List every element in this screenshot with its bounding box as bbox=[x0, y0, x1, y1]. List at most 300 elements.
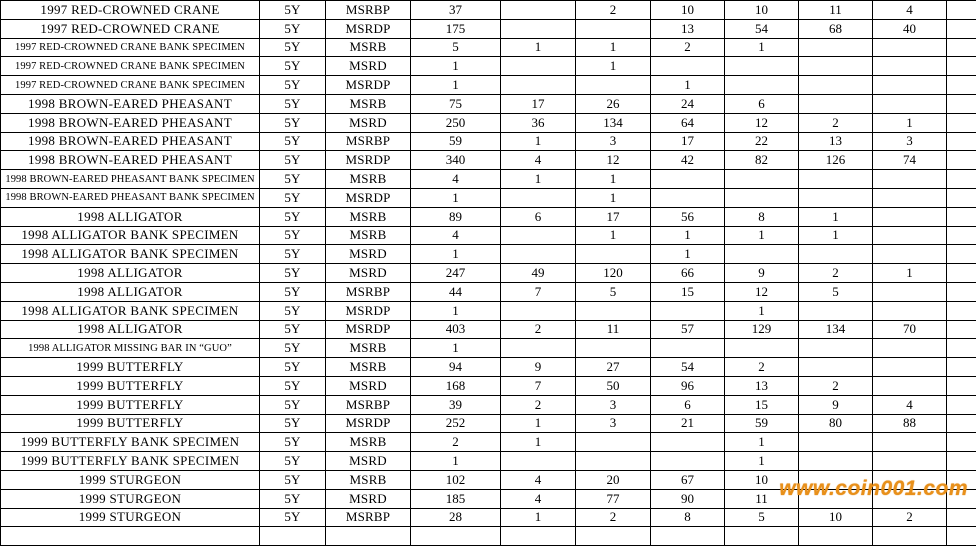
cell-col8 bbox=[799, 188, 873, 207]
cell-issue: 1999 BUTTERFLY BANK SPECIMEN bbox=[1, 452, 260, 471]
cell-col4: 7 bbox=[501, 282, 576, 301]
cell-col9: 2 bbox=[873, 508, 947, 527]
table-row bbox=[1, 170, 976, 189]
cell-issue: 1998 ALLIGATOR bbox=[1, 207, 260, 226]
cell-col5 bbox=[576, 245, 651, 264]
cell-col5: 26 bbox=[576, 94, 651, 113]
cell-term: 5Y bbox=[260, 94, 326, 113]
cell-col9: 70 bbox=[873, 320, 947, 339]
cell-col5: 1 bbox=[576, 170, 651, 189]
cell-col5 bbox=[576, 339, 651, 358]
cell-col9 bbox=[873, 470, 947, 489]
cell-col7: 1 bbox=[725, 38, 799, 57]
table-row bbox=[1, 433, 976, 452]
cell-col5: 50 bbox=[576, 376, 651, 395]
cell-col8: 2 bbox=[799, 113, 873, 132]
cell-col6: 13 bbox=[651, 19, 725, 38]
table-row bbox=[1, 527, 976, 546]
cell-col6: 56 bbox=[651, 207, 725, 226]
cell-total: 185 bbox=[411, 489, 501, 508]
cell-col9: 40 bbox=[873, 19, 947, 38]
cell-col10 bbox=[947, 339, 976, 358]
cell-issue: 1999 BUTTERFLY bbox=[1, 358, 260, 377]
cell-col6 bbox=[651, 339, 725, 358]
cell-issue: 1998 ALLIGATOR BANK SPECIMEN bbox=[1, 245, 260, 264]
cell-col9 bbox=[873, 358, 947, 377]
cell-col9 bbox=[873, 452, 947, 471]
cell-col9 bbox=[873, 339, 947, 358]
cell-col6: 1 bbox=[651, 76, 725, 95]
cell-col10 bbox=[947, 282, 976, 301]
cell-col5 bbox=[576, 452, 651, 471]
cell-term: 5Y bbox=[260, 452, 326, 471]
cell-grade-code: MSRBP bbox=[326, 508, 411, 527]
cell-col8 bbox=[799, 358, 873, 377]
cell-col7: 12 bbox=[725, 113, 799, 132]
cell-col6: 64 bbox=[651, 113, 725, 132]
cell-col4: 7 bbox=[501, 376, 576, 395]
cell-col6: 67 bbox=[651, 470, 725, 489]
cell-col5: 5 bbox=[576, 282, 651, 301]
cell-col10 bbox=[947, 113, 976, 132]
cell-col8 bbox=[799, 57, 873, 76]
cell-grade-code: MSRD bbox=[326, 376, 411, 395]
cell-term: 5Y bbox=[260, 207, 326, 226]
cell-col9 bbox=[873, 226, 947, 245]
cell-issue: 1998 BROWN-EARED PHEASANT bbox=[1, 132, 260, 151]
cell-col9 bbox=[873, 433, 947, 452]
cell-col8 bbox=[799, 245, 873, 264]
cell-col8: 68 bbox=[799, 19, 873, 38]
cell-col4 bbox=[501, 57, 576, 76]
cell-issue: 1999 BUTTERFLY BANK SPECIMEN bbox=[1, 433, 260, 452]
cell-col10 bbox=[947, 94, 976, 113]
cell-col4: 1 bbox=[501, 170, 576, 189]
cell-col7 bbox=[725, 170, 799, 189]
cell-col7: 22 bbox=[725, 132, 799, 151]
cell-total: 250 bbox=[411, 113, 501, 132]
cell-total: 4 bbox=[411, 170, 501, 189]
cell-col10 bbox=[947, 376, 976, 395]
cell-col6: 21 bbox=[651, 414, 725, 433]
cell-col10 bbox=[947, 132, 976, 151]
cell-col10 bbox=[947, 76, 976, 95]
cell-term: 5Y bbox=[260, 376, 326, 395]
cell-col5: 77 bbox=[576, 489, 651, 508]
cell-col5 bbox=[576, 76, 651, 95]
cell-col7: 129 bbox=[725, 320, 799, 339]
cell-col7: 9 bbox=[725, 264, 799, 283]
cell-col9 bbox=[873, 489, 947, 508]
cell-col4: 1 bbox=[501, 38, 576, 57]
cell-term: 5Y bbox=[260, 57, 326, 76]
cell-grade-code: MSRD bbox=[326, 245, 411, 264]
cell-col5: 134 bbox=[576, 113, 651, 132]
cell-col7: 1 bbox=[725, 433, 799, 452]
cell-col4 bbox=[501, 76, 576, 95]
cell-col8: 126 bbox=[799, 151, 873, 170]
cell-grade-code: MSRBP bbox=[326, 1, 411, 20]
cell-col4 bbox=[501, 19, 576, 38]
cell-col5: 11 bbox=[576, 320, 651, 339]
cell-col4: 1 bbox=[501, 414, 576, 433]
cell-col4 bbox=[501, 339, 576, 358]
cell-term: 5Y bbox=[260, 245, 326, 264]
cell-col7: 10 bbox=[725, 470, 799, 489]
cell-col4: 4 bbox=[501, 470, 576, 489]
cell-issue: 1999 STURGEON bbox=[1, 489, 260, 508]
cell-col8: 5 bbox=[799, 282, 873, 301]
cell-col10 bbox=[947, 245, 976, 264]
cell-col9: 4 bbox=[873, 395, 947, 414]
cell-col9 bbox=[873, 188, 947, 207]
cell-grade-code: MSRB bbox=[326, 226, 411, 245]
cell-grade-code bbox=[326, 527, 411, 546]
table-row bbox=[1, 151, 976, 170]
cell-col8: 134 bbox=[799, 320, 873, 339]
cell-col8 bbox=[799, 38, 873, 57]
cell-total: 175 bbox=[411, 19, 501, 38]
cell-term: 5Y bbox=[260, 301, 326, 320]
cell-grade-code: MSRD bbox=[326, 57, 411, 76]
cell-term: 5Y bbox=[260, 19, 326, 38]
cell-col5: 120 bbox=[576, 264, 651, 283]
cell-term: 5Y bbox=[260, 470, 326, 489]
cell-col6 bbox=[651, 188, 725, 207]
cell-col8: 2 bbox=[799, 264, 873, 283]
table-row bbox=[1, 113, 976, 132]
cell-col8: 9 bbox=[799, 395, 873, 414]
cell-term: 5Y bbox=[260, 38, 326, 57]
cell-grade-code: MSRBP bbox=[326, 282, 411, 301]
cell-issue: 1998 BROWN-EARED PHEASANT bbox=[1, 113, 260, 132]
cell-col4: 2 bbox=[501, 320, 576, 339]
cell-col9 bbox=[873, 94, 947, 113]
cell-issue: 1999 BUTTERFLY bbox=[1, 395, 260, 414]
cell-issue: 1998 ALLIGATOR bbox=[1, 320, 260, 339]
cell-col7: 54 bbox=[725, 19, 799, 38]
cell-issue: 1998 ALLIGATOR bbox=[1, 282, 260, 301]
cell-col7: 15 bbox=[725, 395, 799, 414]
cell-total: 5 bbox=[411, 38, 501, 57]
cell-total: 2 bbox=[411, 433, 501, 452]
cell-total: 59 bbox=[411, 132, 501, 151]
table-row bbox=[1, 489, 976, 508]
cell-col6: 2 bbox=[651, 38, 725, 57]
cell-col5 bbox=[576, 433, 651, 452]
cell-issue: 1998 ALLIGATOR BANK SPECIMEN bbox=[1, 226, 260, 245]
cell-total: 4 bbox=[411, 226, 501, 245]
cell-issue: 1998 BROWN-EARED PHEASANT BANK SPECIMEN bbox=[1, 188, 260, 207]
cell-col6: 15 bbox=[651, 282, 725, 301]
cell-col9: 88 bbox=[873, 414, 947, 433]
cell-col9 bbox=[873, 301, 947, 320]
cell-col6: 57 bbox=[651, 320, 725, 339]
table-row bbox=[1, 358, 976, 377]
cell-total: 1 bbox=[411, 57, 501, 76]
cell-col9: 1 bbox=[873, 264, 947, 283]
table-row bbox=[1, 207, 976, 226]
cell-col7: 5 bbox=[725, 508, 799, 527]
cell-col7: 1 bbox=[725, 226, 799, 245]
cell-term: 5Y bbox=[260, 264, 326, 283]
cell-grade-code: MSRD bbox=[326, 452, 411, 471]
cell-col10 bbox=[947, 207, 976, 226]
cell-col4 bbox=[501, 188, 576, 207]
cell-col10 bbox=[947, 395, 976, 414]
cell-col5: 12 bbox=[576, 151, 651, 170]
cell-col10 bbox=[947, 527, 976, 546]
cell-col10 bbox=[947, 452, 976, 471]
cell-col6: 96 bbox=[651, 376, 725, 395]
cell-col7: 6 bbox=[725, 94, 799, 113]
cell-col5: 17 bbox=[576, 207, 651, 226]
cell-col5 bbox=[576, 19, 651, 38]
cell-total: 1 bbox=[411, 245, 501, 264]
cell-issue: 1998 BROWN-EARED PHEASANT bbox=[1, 94, 260, 113]
cell-total: 28 bbox=[411, 508, 501, 527]
table-row bbox=[1, 282, 976, 301]
cell-col6 bbox=[651, 301, 725, 320]
cell-col10 bbox=[947, 470, 976, 489]
cell-col9: 74 bbox=[873, 151, 947, 170]
cell-col6 bbox=[651, 452, 725, 471]
cell-col4: 1 bbox=[501, 433, 576, 452]
cell-col7: 8 bbox=[725, 207, 799, 226]
cell-col7: 11 bbox=[725, 489, 799, 508]
cell-col10 bbox=[947, 151, 976, 170]
table-row bbox=[1, 19, 976, 38]
cell-col10 bbox=[947, 19, 976, 38]
cell-col6: 8 bbox=[651, 508, 725, 527]
cell-total: 75 bbox=[411, 94, 501, 113]
cell-issue: 1999 STURGEON bbox=[1, 470, 260, 489]
cell-col6: 66 bbox=[651, 264, 725, 283]
cell-total: 168 bbox=[411, 376, 501, 395]
cell-grade-code: MSRBP bbox=[326, 132, 411, 151]
cell-col4 bbox=[501, 1, 576, 20]
cell-col7: 59 bbox=[725, 414, 799, 433]
cell-term: 5Y bbox=[260, 132, 326, 151]
table-row bbox=[1, 339, 976, 358]
cell-col8 bbox=[799, 301, 873, 320]
cell-col4: 2 bbox=[501, 395, 576, 414]
table-row bbox=[1, 301, 976, 320]
cell-col7: 10 bbox=[725, 1, 799, 20]
cell-issue: 1999 BUTTERFLY bbox=[1, 414, 260, 433]
cell-issue: 1997 RED-CROWNED CRANE BANK SPECIMEN bbox=[1, 76, 260, 95]
cell-col4: 36 bbox=[501, 113, 576, 132]
cell-col7: 13 bbox=[725, 376, 799, 395]
cell-total: 89 bbox=[411, 207, 501, 226]
table-row bbox=[1, 57, 976, 76]
table-row bbox=[1, 132, 976, 151]
cell-issue: 1997 RED-CROWNED CRANE BANK SPECIMEN bbox=[1, 38, 260, 57]
cell-total: 1 bbox=[411, 339, 501, 358]
cell-col5: 20 bbox=[576, 470, 651, 489]
cell-grade-code: MSRB bbox=[326, 470, 411, 489]
cell-issue: 1998 ALLIGATOR bbox=[1, 264, 260, 283]
cell-col7: 1 bbox=[725, 452, 799, 471]
cell-term: 5Y bbox=[260, 226, 326, 245]
cell-col6: 54 bbox=[651, 358, 725, 377]
cell-col4: 1 bbox=[501, 508, 576, 527]
watermark-text: www.coin001.com bbox=[779, 477, 968, 500]
cell-col5: 1 bbox=[576, 38, 651, 57]
cell-col8: 80 bbox=[799, 414, 873, 433]
cell-col7 bbox=[725, 245, 799, 264]
cell-grade-code: MSRDP bbox=[326, 76, 411, 95]
cell-col4: 49 bbox=[501, 264, 576, 283]
cell-col8 bbox=[799, 489, 873, 508]
cell-col7: 12 bbox=[725, 282, 799, 301]
table-row bbox=[1, 395, 976, 414]
cell-col8: 1 bbox=[799, 226, 873, 245]
cell-term: 5Y bbox=[260, 358, 326, 377]
cell-col6 bbox=[651, 170, 725, 189]
cell-grade-code: MSRB bbox=[326, 207, 411, 226]
cell-term bbox=[260, 527, 326, 546]
cell-col5: 1 bbox=[576, 226, 651, 245]
cell-issue: 1999 STURGEON bbox=[1, 508, 260, 527]
cell-col9: 3 bbox=[873, 132, 947, 151]
cell-col5: 3 bbox=[576, 414, 651, 433]
cell-total: 403 bbox=[411, 320, 501, 339]
cell-term: 5Y bbox=[260, 282, 326, 301]
cell-col9: 1 bbox=[873, 113, 947, 132]
cell-term: 5Y bbox=[260, 151, 326, 170]
cell-col10 bbox=[947, 170, 976, 189]
cell-col8 bbox=[799, 94, 873, 113]
cell-col10 bbox=[947, 320, 976, 339]
cell-col6: 1 bbox=[651, 226, 725, 245]
cell-term: 5Y bbox=[260, 188, 326, 207]
table-row bbox=[1, 320, 976, 339]
cell-col9 bbox=[873, 38, 947, 57]
cell-term: 5Y bbox=[260, 508, 326, 527]
cell-col4 bbox=[501, 301, 576, 320]
cell-col7: 2 bbox=[725, 358, 799, 377]
cell-term: 5Y bbox=[260, 414, 326, 433]
cell-term: 5Y bbox=[260, 320, 326, 339]
cell-col9 bbox=[873, 527, 947, 546]
table-row bbox=[1, 1, 976, 20]
cell-issue: 1998 BROWN-EARED PHEASANT bbox=[1, 151, 260, 170]
cell-total bbox=[411, 527, 501, 546]
cell-col4: 1 bbox=[501, 132, 576, 151]
cell-col5: 1 bbox=[576, 57, 651, 76]
cell-col10 bbox=[947, 301, 976, 320]
table-body bbox=[1, 1, 976, 546]
cell-grade-code: MSRD bbox=[326, 113, 411, 132]
cell-col8: 13 bbox=[799, 132, 873, 151]
cell-grade-code: MSRDP bbox=[326, 320, 411, 339]
cell-col4: 4 bbox=[501, 151, 576, 170]
table-row bbox=[1, 245, 976, 264]
cell-grade-code: MSRB bbox=[326, 339, 411, 358]
cell-total: 252 bbox=[411, 414, 501, 433]
cell-col6 bbox=[651, 57, 725, 76]
cell-grade-code: MSRD bbox=[326, 489, 411, 508]
cell-grade-code: MSRB bbox=[326, 94, 411, 113]
cell-issue bbox=[1, 527, 260, 546]
cell-issue: 1997 RED-CROWNED CRANE bbox=[1, 1, 260, 20]
cell-col7: 1 bbox=[725, 301, 799, 320]
cell-grade-code: MSRBP bbox=[326, 395, 411, 414]
cell-col10 bbox=[947, 38, 976, 57]
cell-grade-code: MSRB bbox=[326, 38, 411, 57]
cell-col9 bbox=[873, 57, 947, 76]
cell-col5: 1 bbox=[576, 188, 651, 207]
cell-col4 bbox=[501, 452, 576, 471]
cell-col7 bbox=[725, 57, 799, 76]
cell-col9 bbox=[873, 282, 947, 301]
table-row bbox=[1, 76, 976, 95]
cell-col4: 9 bbox=[501, 358, 576, 377]
table-row bbox=[1, 376, 976, 395]
cell-col7 bbox=[725, 527, 799, 546]
cell-col10 bbox=[947, 188, 976, 207]
cell-total: 1 bbox=[411, 452, 501, 471]
cell-grade-code: MSRB bbox=[326, 358, 411, 377]
table-row bbox=[1, 414, 976, 433]
cell-col6: 17 bbox=[651, 132, 725, 151]
cell-total: 39 bbox=[411, 395, 501, 414]
cell-col5: 3 bbox=[576, 395, 651, 414]
cell-total: 94 bbox=[411, 358, 501, 377]
table-row bbox=[1, 188, 976, 207]
cell-issue: 1998 ALLIGATOR BANK SPECIMEN bbox=[1, 301, 260, 320]
cell-grade-code: MSRDP bbox=[326, 301, 411, 320]
cell-col10 bbox=[947, 264, 976, 283]
cell-col9 bbox=[873, 76, 947, 95]
cell-issue: 1997 RED-CROWNED CRANE BANK SPECIMEN bbox=[1, 57, 260, 76]
cell-col7 bbox=[725, 188, 799, 207]
cell-col8: 10 bbox=[799, 508, 873, 527]
cell-col8: 2 bbox=[799, 376, 873, 395]
cell-term: 5Y bbox=[260, 395, 326, 414]
cell-total: 340 bbox=[411, 151, 501, 170]
cell-col4 bbox=[501, 245, 576, 264]
cell-col10 bbox=[947, 57, 976, 76]
cell-col8 bbox=[799, 470, 873, 489]
cell-total: 247 bbox=[411, 264, 501, 283]
cell-total: 1 bbox=[411, 188, 501, 207]
cell-col5: 3 bbox=[576, 132, 651, 151]
cell-col5: 2 bbox=[576, 508, 651, 527]
cell-col7 bbox=[725, 76, 799, 95]
cell-col5: 2 bbox=[576, 1, 651, 20]
cell-col8 bbox=[799, 76, 873, 95]
cell-total: 102 bbox=[411, 470, 501, 489]
cell-col9 bbox=[873, 376, 947, 395]
cell-col7 bbox=[725, 339, 799, 358]
cell-grade-code: MSRB bbox=[326, 170, 411, 189]
cell-col6: 6 bbox=[651, 395, 725, 414]
table-row bbox=[1, 94, 976, 113]
cell-term: 5Y bbox=[260, 76, 326, 95]
cell-col4: 4 bbox=[501, 489, 576, 508]
cell-col8 bbox=[799, 452, 873, 471]
table-row bbox=[1, 226, 976, 245]
cell-col10 bbox=[947, 414, 976, 433]
cell-grade-code: MSRDP bbox=[326, 19, 411, 38]
cell-col4: 6 bbox=[501, 207, 576, 226]
cell-col10 bbox=[947, 1, 976, 20]
cell-grade-code: MSRD bbox=[326, 264, 411, 283]
cell-grade-code: MSRDP bbox=[326, 151, 411, 170]
cell-col9 bbox=[873, 170, 947, 189]
